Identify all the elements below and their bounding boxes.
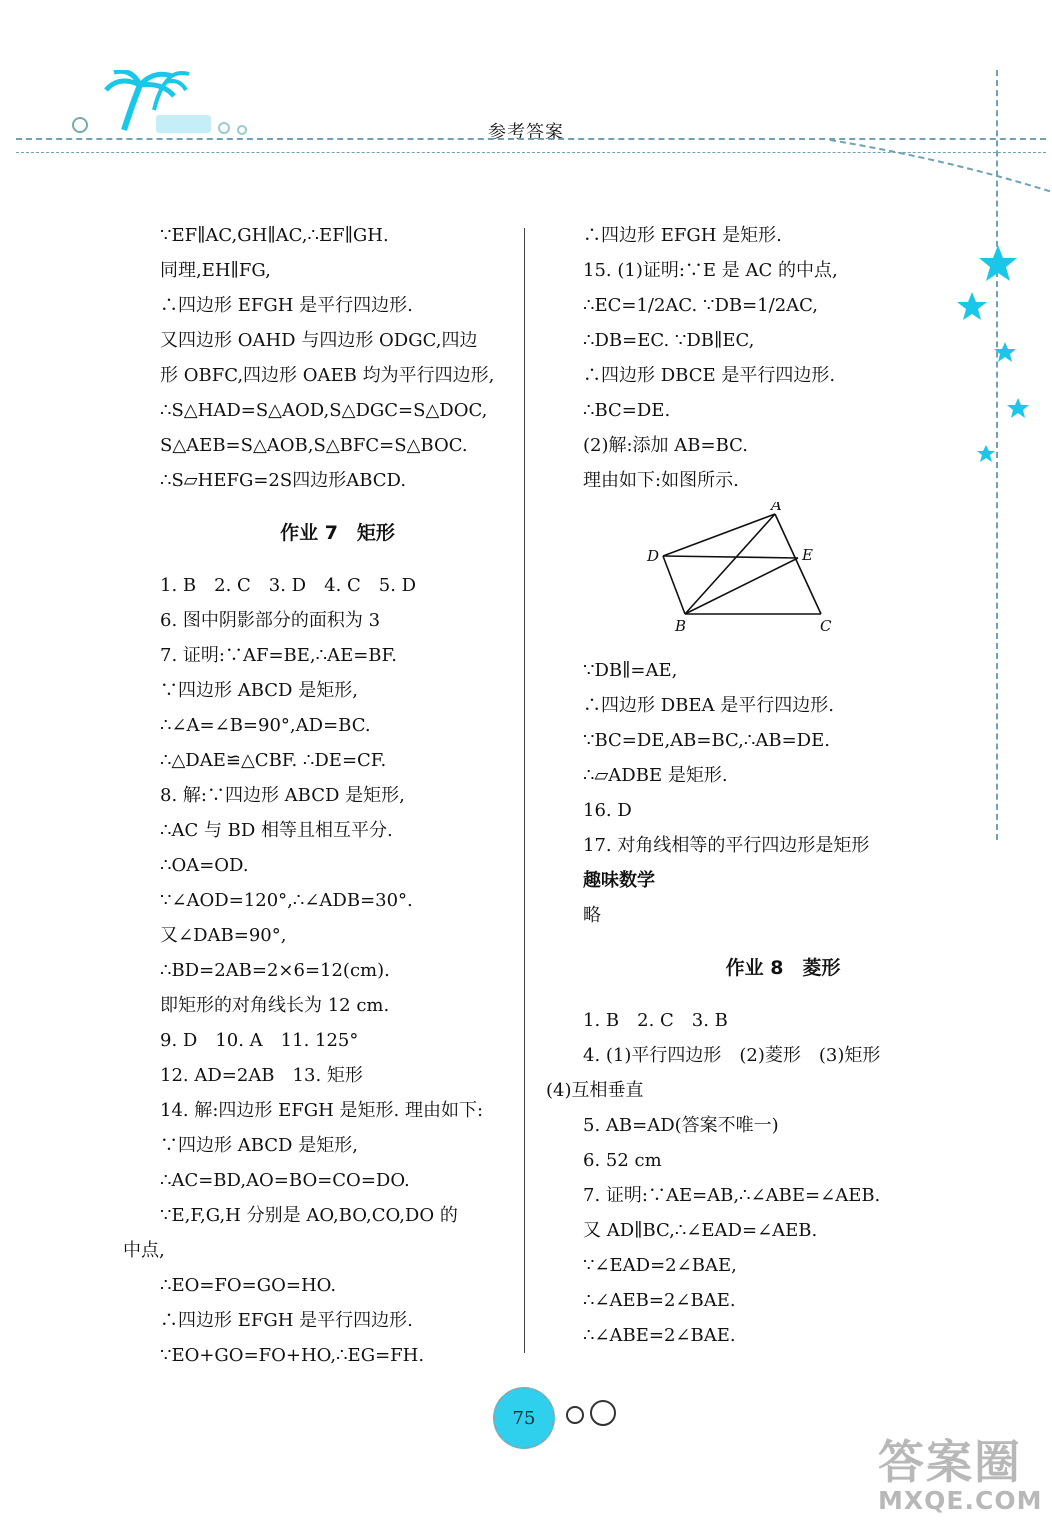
answer-line: ∵BC=DE,AB=BC,∴AB=DE. [583,730,830,751]
answer-line: 12. AD=2AB 13. 矩形 [160,1065,363,1086]
answer-line: ∴四边形 EFGH 是平行四边形. [160,295,413,316]
answer-line: ∴△DAE≌△CBF. ∴DE=CF. [160,750,387,771]
answer-line: 15. (1)证明:∵E 是 AC 的中点, [583,260,838,281]
page-number: 75 [493,1387,555,1449]
header-title: 参考答案 [488,122,564,143]
answer-line: 7. 证明:∵AE=AB,∴∠ABE=∠AEB. [583,1185,881,1206]
answer-line: ∴BC=DE. [583,400,671,421]
answer-line: ∴∠AEB=2∠BAE. [583,1290,736,1311]
figure-label-C: C [820,617,832,635]
circle-decoration [566,1406,584,1424]
fun-math-heading: 趣味数学 [583,870,655,891]
answer-line: ∴EO=FO=GO=HO. [160,1275,337,1296]
watermark-url: MXQE.COM [878,1486,1043,1515]
answer-line: ∴▱ADBE 是矩形. [583,765,728,786]
section-title-8: 作业 8 菱形 [725,957,841,979]
right-column [546,218,983,1353]
answer-line: (2)解:添加 AB=BC. [583,435,749,456]
answer-line: 1. B 2. C 3. B [583,1010,728,1031]
answer-line: ∵四边形 ABCD 是矩形, [160,1135,358,1156]
answer-line: 即矩形的对角线长为 12 cm. [160,995,390,1016]
answer-line: 6. 52 cm [583,1150,662,1171]
figure-label-D: D [647,547,660,565]
answer-line: 同理,EH∥FG, [160,260,271,281]
circle-decoration [590,1400,616,1426]
answer-line: ∵E,F,G,H 分别是 AO,BO,CO,DO 的 [160,1205,458,1226]
answer-line: 9. D 10. A 11. 125° [160,1030,359,1051]
answer-line: 中点, [123,1240,165,1261]
figure-label-B: B [675,617,687,635]
answer-line: ∴OA=OD. [160,855,249,876]
answer-line: 理由如下:如图所示. [583,470,739,491]
left-column [123,218,515,1373]
answer-line: ∴DB=EC. ∵DB∥EC, [583,330,755,351]
watermark-title: 答案圈 [878,1435,1022,1489]
answer-line: 6. 图中阴影部分的面积为 3 [160,610,381,631]
answer-line: 形 OBFC,四边形 OAEB 均为平行四边形, [160,365,495,386]
answer-line: ∵四边形 ABCD 是矩形, [160,680,358,701]
answer-line: 5. AB=AD(答案不唯一) [583,1115,779,1136]
answer-line: 17. 对角线相等的平行四边形是矩形 [583,835,870,856]
answer-line: ∴S▱HEFG=2S四边形ABCD. [160,470,407,491]
answer-line: ∵∠AOD=120°,∴∠ADB=30°. [160,890,413,911]
answer-line: ∵DB∥=AE, [583,660,678,681]
answer-line: ∴四边形 DBCE 是平行四边形. [583,365,836,386]
figure-label-E: E [802,546,813,564]
answer-line: 又四边形 OAHD 与四边形 ODGC,四边 [160,330,478,351]
answer-line: 7. 证明:∵AF=BE,∴AE=BF. [160,645,397,666]
answer-line: ∴AC 与 BD 相等且相互平分. [160,820,393,841]
watermark-logo [878,1426,1048,1531]
answer-line: 8. 解:∵四边形 ABCD 是矩形, [160,785,405,806]
answer-line: 4. (1)平行四边形 (2)菱形 (3)矩形 [583,1045,881,1066]
star-icon [1007,398,1029,418]
answer-line: ∴∠ABE=2∠BAE. [583,1325,736,1346]
figure-label-A: A [771,502,782,514]
answer-line: ∴四边形 DBEA 是平行四边形. [583,695,834,716]
answer-line: 又∠DAB=90°, [160,925,287,946]
answer-line: ∵EO+GO=FO+HO,∴EG=FH. [160,1345,425,1366]
answer-line: ∴∠A=∠B=90°,AD=BC. [160,715,371,736]
answer-line: ∴AC=BD,AO=BO=CO=DO. [160,1170,410,1191]
answer-line: 1. B 2. C 3. D 4. C 5. D [160,575,417,596]
answer-line: ∵EF∥AC,GH∥AC,∴EF∥GH. [160,225,389,246]
answer-line: (4)互相垂直 [546,1080,644,1101]
star-icon [994,342,1016,362]
geometry-figure [645,502,835,637]
answer-line: ∵∠EAD=2∠BAE, [583,1255,737,1276]
answer-line: 16. D [583,800,632,821]
section-title-7: 作业 7 矩形 [280,522,395,544]
answer-line: ∴BD=2AB=2×6=12(cm). [160,960,390,981]
answer-line: ∴四边形 EFGH 是平行四边形. [160,1310,413,1331]
column-divider [524,228,525,1353]
answer-line: ∴S△HAD=S△AOD,S△DGC=S△DOC, [160,400,488,421]
answer-line: S△AEB=S△AOB,S△BFC=S△BOC. [160,435,468,456]
curve-decoration [830,140,1052,220]
star-icon [979,245,1017,281]
answer-line: ∴四边形 EFGH 是矩形. [583,225,782,246]
answer-line: 14. 解:四边形 EFGH 是矩形. 理由如下: [160,1100,484,1121]
answer-line: 略 [583,905,601,926]
answer-line: 又 AD∥BC,∴∠EAD=∠AEB. [583,1220,818,1241]
answer-line: ∴EC=1/2AC. ∵DB=1/2AC, [583,295,819,316]
